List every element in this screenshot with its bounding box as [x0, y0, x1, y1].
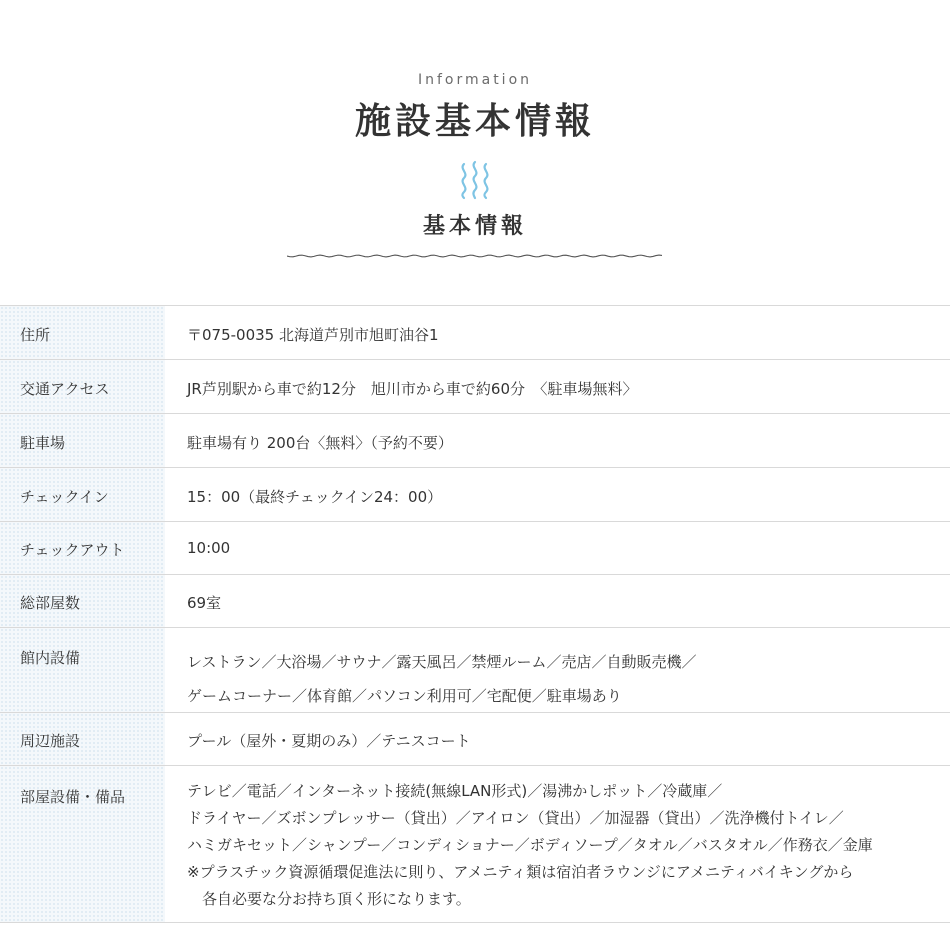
row-value-line: ハミガキセット／シャンプー／コンディショナー／ボディソープ／タオル／バスタオル／作務衣／金庫 — [187, 836, 873, 854]
row-value-line: JR芦別駅から車で約12分 旭川市から車で約60分 〈駐車場無料〉 — [187, 380, 638, 398]
row-value-line: テレビ／電話／インターネット接続(無線LAN形式)／湯沸かしポット／冷蔵庫／ — [187, 782, 723, 800]
row-value-line: ※プラスチック資源循環促進法に則り、アメニティ類は宿泊者ラウンジにアメニティバイキングから — [187, 863, 854, 881]
row-value-room-amenities — [165, 766, 950, 922]
row-value-line: 15：00（最終チェックイン24：00） — [187, 488, 443, 506]
row-label-checkout: チェックアウト — [0, 522, 165, 574]
row-label-address: 住所 — [0, 306, 165, 359]
section-eyebrow: Information — [417, 72, 533, 88]
table-row — [0, 522, 950, 575]
row-label-access: 交通アクセス — [0, 360, 165, 413]
row-value-line: ゲームコーナー／体育館／パソコン利用可／宅配便／駐車場あり — [187, 687, 622, 705]
row-value-line: ドライヤー／ズボンプレッサー（貸出）／アイロン（貸出）／加湿器（貸出）／洗浄機付トイレ／ — [187, 809, 844, 827]
row-value-line: 〒075-0035 北海道芦別市旭町油谷1 — [187, 326, 439, 344]
row-value-total-rooms — [165, 575, 950, 627]
row-label-total-rooms: 総部屋数 — [0, 575, 165, 627]
row-label-checkin: チェックイン — [0, 468, 165, 521]
section-header — [0, 0, 950, 260]
table-row — [0, 306, 950, 360]
row-label-room-amenities: 部屋設備・備品 — [0, 766, 165, 922]
row-value-address — [165, 306, 950, 359]
table-row — [0, 628, 950, 713]
row-value-line: 69室 — [187, 594, 222, 612]
row-value-line: 駐車場有り 200台〈無料〉（予約不要） — [187, 434, 453, 452]
row-value-parking — [165, 414, 950, 467]
section-subtitle: 基本情報 — [422, 214, 527, 239]
row-value-line: プール（屋外・夏期のみ）／テニスコート — [187, 732, 471, 750]
row-value-facilities — [165, 628, 950, 712]
table-row — [0, 414, 950, 468]
row-label-facilities: 館内設備 — [0, 628, 165, 712]
row-value-access — [165, 360, 950, 413]
table-row — [0, 713, 950, 766]
row-value-checkout — [165, 522, 950, 574]
row-value-checkin — [165, 468, 950, 521]
table-row — [0, 766, 950, 923]
row-value-line: 10:00 — [187, 539, 231, 557]
hot-spring-steam-icon — [455, 160, 495, 200]
info-table — [0, 305, 950, 923]
wavy-divider — [287, 252, 663, 260]
row-value-nearby — [165, 713, 950, 765]
row-value-line: レストラン／大浴場／サウナ／露天風呂／禁煙ルーム／売店／自動販売機／ — [187, 653, 697, 671]
table-row — [0, 360, 950, 414]
row-label-parking: 駐車場 — [0, 414, 165, 467]
table-row — [0, 468, 950, 522]
table-row — [0, 575, 950, 628]
page-title: 施設基本情報 — [354, 101, 595, 142]
row-label-nearby: 周辺施設 — [0, 713, 165, 765]
row-value-line: 各自必要な分お持ち頂く形になります。 — [202, 890, 471, 908]
